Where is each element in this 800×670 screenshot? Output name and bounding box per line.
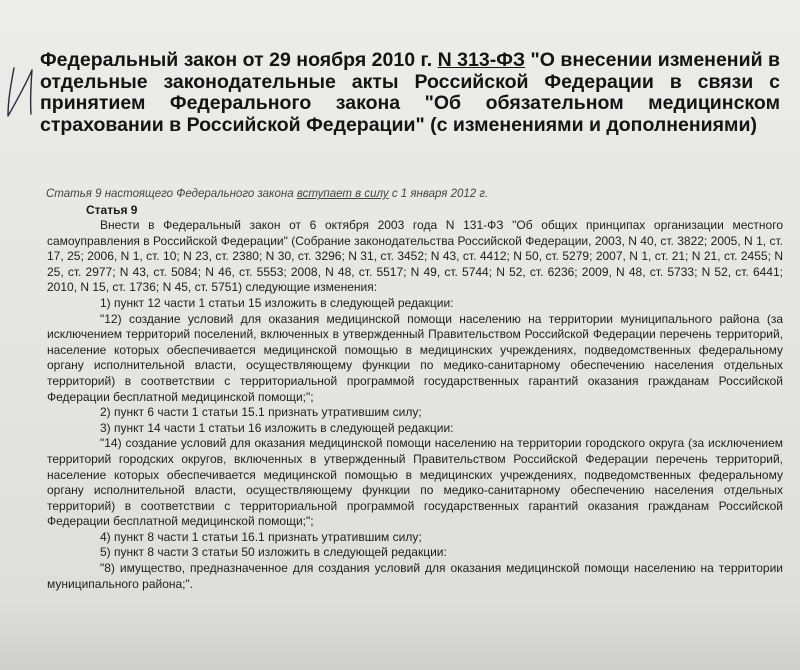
paragraph-quote-8: "8) имущество, предназначенное для создания условий для оказания медицинской помощи населению на территории муниципального района;". [47,561,783,591]
paragraph-quote-12: "12) создание условий для оказания медицинской помощи населению на территории муниципального района (за исключением территорий поселений, включенных в утвержденный Правительством Российской Федерации перечень территорий, население которых обеспечивается медицинской помощью в медицинских учреждениях, подведомственных федеральному органу исполнительной власти, осуществляющему функции по медико-санитарному обеспечению населения отдельных территорий) в соответствии с территориальной программой государственных гарантий оказания гражданам Российской Федерации бесплатной медицинской помощи;"; [47,311,783,404]
paragraph-item-4: 4) пункт 8 части 1 статьи 16.1 признать утратившим силу; [100,529,422,544]
paragraph-item-5: 5) пункт 8 части 3 статьи 50 изложить в следующей редакции: [100,545,447,560]
paragraph-intro: Внести в Федеральный закон от 6 октября 2003 года N 131-ФЗ "Об общих принципах организации местного самоуправления в Российской Федерации" (Собрание законодательства Российской Федерации, 2003, N 40, ст. 3822; 2005, N 1, ст. 17, 25; 2006, N 1, ст. 10; N 23, ст. 2380; N 30, ст. 3296; N 31, ст. 3452; N 43, ст. 4412; N 50, ст. 5279; 2007, N 1, ст. 21; N 21, ст. 2455; N 25, ст. 2977; N 43, ст. 5084; N 46, ст. 5553; 2008, N 48, ст. 5517; N 49, ст. 5744; N 52, ст. 6236; 2009, N 48, ст. 5733; N 52, ст. 6441; 2010, N 15, ст. 1736; N 45, ст. 5751) следующие изменения: [47,218,783,295]
handwritten-mark-signature [2,62,42,122]
paragraph-item-1: 1) пункт 12 части 1 статьи 15 изложить в следующей редакции: [100,295,454,310]
note-link[interactable]: вступает в силу [296,188,389,200]
page-shadow [0,600,800,670]
title-part-2: "О внесении изменений в отдельные законодательные акты Российской Федерации в связи с принятием Федерального закона "Об обязательном медицинском страховании в Российской Федерации" (с изменениями и дополнениями) [40,49,781,136]
article-heading: Статья 9 [86,203,138,217]
law-number: N 313-ФЗ [437,49,526,71]
effective-date-note [46,188,766,200]
paragraph-quote-14: "14) создание условий для оказания медицинской помощи населению на территории городского округа (за исключением территорий городских округов, включенных в утвержденный Правительством Российской Федерации перечень территорий, население которых обеспечивается медицинской помощью в медицинских учреждениях, подведомственных федеральному органу исполнительной власти, осуществляющему функции по медико-санитарному обеспечению населения отдельных территорий) в соответствии с территориальной программой государственных гарантий оказания гражданам Российской Федерации бесплатной медицинской помощи;"; [47,436,783,529]
article-body [47,218,783,592]
document-title [40,50,780,136]
paragraph-item-2: 2) пункт 6 части 1 статьи 15.1 признать утратившим силу; [100,405,422,420]
title-part-1: Федеральный закон от 29 ноября 2010 г. [40,49,433,71]
note-text-before: Статья 9 настоящего Федерального закона [46,188,294,200]
paragraph-item-3: 3) пункт 14 части 1 статьи 16 изложить в следующей редакции: [100,420,454,435]
note-text-after: с 1 января 2012 г. [391,188,489,200]
